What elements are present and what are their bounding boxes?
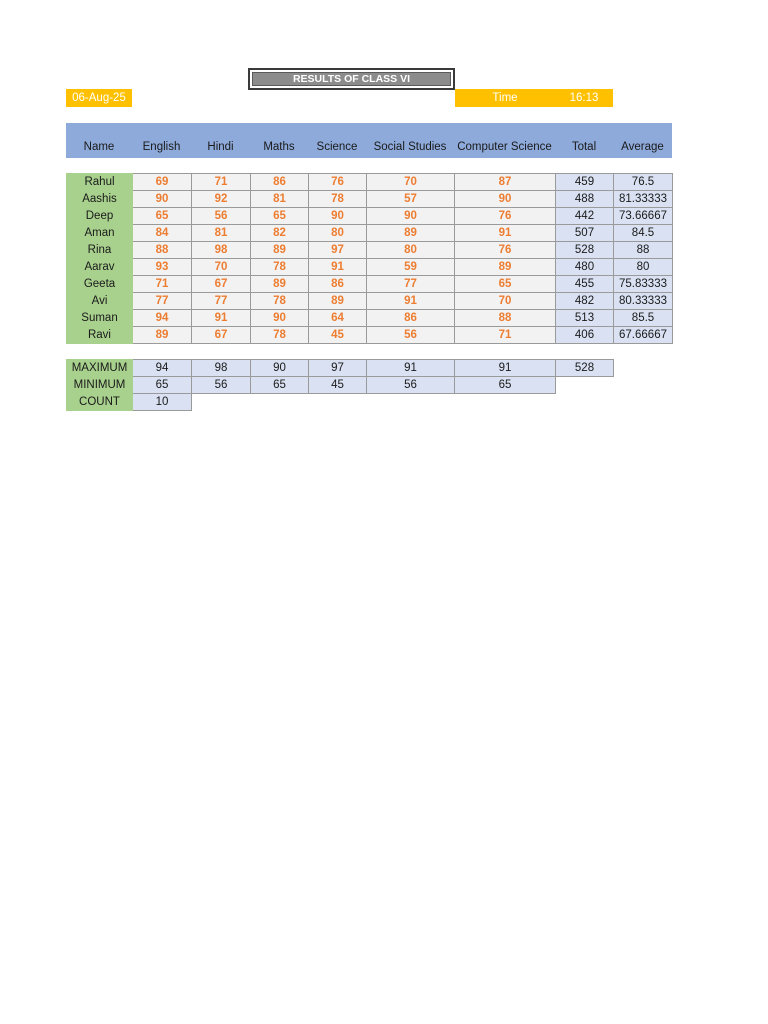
score-cell-hindi[interactable]: 67 xyxy=(192,276,251,293)
table-row xyxy=(67,293,673,310)
average-cell[interactable]: 81.33333 xyxy=(614,191,673,208)
score-cell-science[interactable]: 90 xyxy=(309,208,367,225)
score-cell-maths[interactable]: 86 xyxy=(251,174,309,191)
empty-cell xyxy=(556,394,614,411)
stats-table xyxy=(66,359,614,411)
time-value-cell[interactable]: 16:13 xyxy=(555,89,613,107)
student-name-cell[interactable]: Deep xyxy=(67,208,133,225)
average-cell[interactable]: 80 xyxy=(614,259,673,276)
score-cell-science[interactable]: 45 xyxy=(309,327,367,344)
student-name-cell[interactable]: Aashis xyxy=(67,191,133,208)
minimum-english[interactable]: 65 xyxy=(133,377,192,394)
score-cell-social-studies[interactable]: 86 xyxy=(367,310,455,327)
count-row xyxy=(67,394,614,411)
score-cell-maths[interactable]: 89 xyxy=(251,276,309,293)
student-name-cell[interactable]: Geeta xyxy=(67,276,133,293)
score-cell-english[interactable]: 89 xyxy=(133,327,192,344)
table-row xyxy=(67,276,673,293)
score-cell-hindi[interactable]: 92 xyxy=(192,191,251,208)
score-cell-maths[interactable]: 78 xyxy=(251,259,309,276)
maximum-total[interactable]: 528 xyxy=(556,360,614,377)
empty-cell xyxy=(192,394,251,411)
student-name-cell[interactable]: Rina xyxy=(67,242,133,259)
total-cell[interactable]: 507 xyxy=(556,225,614,242)
table-row xyxy=(67,242,673,259)
score-cell-hindi[interactable]: 81 xyxy=(192,225,251,242)
score-cell-science[interactable]: 80 xyxy=(309,225,367,242)
student-name-cell[interactable]: Suman xyxy=(67,310,133,327)
score-cell-computer-science[interactable]: 65 xyxy=(455,276,556,293)
score-cell-social-studies[interactable]: 89 xyxy=(367,225,455,242)
score-cell-english[interactable]: 94 xyxy=(133,310,192,327)
student-name-cell[interactable]: Rahul xyxy=(67,174,133,191)
score-cell-maths[interactable]: 78 xyxy=(251,293,309,310)
table-row xyxy=(67,310,673,327)
score-cell-english[interactable]: 93 xyxy=(133,259,192,276)
score-cell-social-studies[interactable]: 59 xyxy=(367,259,455,276)
score-cell-social-studies[interactable]: 77 xyxy=(367,276,455,293)
score-cell-computer-science[interactable]: 76 xyxy=(455,208,556,225)
total-cell[interactable]: 480 xyxy=(556,259,614,276)
minimum-computer-science[interactable]: 65 xyxy=(455,377,556,394)
table-row xyxy=(67,191,673,208)
column-header-english[interactable]: English xyxy=(142,141,181,153)
score-cell-science[interactable]: 89 xyxy=(309,293,367,310)
score-cell-maths[interactable]: 90 xyxy=(251,310,309,327)
score-cell-english[interactable]: 77 xyxy=(133,293,192,310)
total-cell[interactable]: 442 xyxy=(556,208,614,225)
sheet-title: RESULTS OF CLASS VI xyxy=(252,72,451,86)
average-cell[interactable]: 80.33333 xyxy=(614,293,673,310)
empty-cell xyxy=(556,377,614,394)
total-cell[interactable]: 513 xyxy=(556,310,614,327)
score-cell-computer-science[interactable]: 87 xyxy=(455,174,556,191)
minimum-hindi[interactable]: 56 xyxy=(192,377,251,394)
score-cell-hindi[interactable]: 91 xyxy=(192,310,251,327)
average-cell[interactable]: 73.66667 xyxy=(614,208,673,225)
maximum-science[interactable]: 97 xyxy=(309,360,367,377)
score-cell-english[interactable]: 84 xyxy=(133,225,192,242)
column-header-social-studies[interactable]: Social Studies xyxy=(373,141,447,153)
column-header-total[interactable]: Total xyxy=(571,141,597,153)
score-cell-computer-science[interactable]: 91 xyxy=(455,225,556,242)
score-cell-maths[interactable]: 82 xyxy=(251,225,309,242)
average-cell[interactable]: 76.5 xyxy=(614,174,673,191)
minimum-maths[interactable]: 65 xyxy=(251,377,309,394)
table-row xyxy=(67,174,673,191)
score-cell-english[interactable]: 88 xyxy=(133,242,192,259)
column-header-computer-science[interactable]: Computer Science xyxy=(457,141,552,153)
table-row xyxy=(67,327,673,344)
maximum-maths[interactable]: 90 xyxy=(251,360,309,377)
score-cell-science[interactable]: 91 xyxy=(309,259,367,276)
maximum-row xyxy=(67,360,614,377)
student-name-cell[interactable]: Aarav xyxy=(67,259,133,276)
student-name-cell[interactable]: Ravi xyxy=(67,327,133,344)
score-cell-maths[interactable]: 81 xyxy=(251,191,309,208)
score-cell-social-studies[interactable]: 80 xyxy=(367,242,455,259)
average-cell[interactable]: 84.5 xyxy=(614,225,673,242)
score-cell-hindi[interactable]: 70 xyxy=(192,259,251,276)
title-box xyxy=(248,68,455,90)
score-cell-english[interactable]: 90 xyxy=(133,191,192,208)
score-cell-computer-science[interactable]: 90 xyxy=(455,191,556,208)
score-cell-english[interactable]: 71 xyxy=(133,276,192,293)
column-header-average[interactable]: Average xyxy=(621,141,664,153)
empty-cell xyxy=(455,394,556,411)
column-header-maths[interactable]: Maths xyxy=(263,141,295,153)
results-table xyxy=(66,173,673,344)
score-cell-maths[interactable]: 78 xyxy=(251,327,309,344)
score-cell-social-studies[interactable]: 57 xyxy=(367,191,455,208)
total-cell[interactable]: 455 xyxy=(556,276,614,293)
score-cell-science[interactable]: 78 xyxy=(309,191,367,208)
maximum-label[interactable]: MAXIMUM xyxy=(67,360,133,377)
table-row xyxy=(67,208,673,225)
maximum-social-studies[interactable]: 91 xyxy=(367,360,455,377)
score-cell-hindi[interactable]: 56 xyxy=(192,208,251,225)
count-label[interactable]: COUNT xyxy=(67,394,133,411)
score-cell-computer-science[interactable]: 76 xyxy=(455,242,556,259)
score-cell-hindi[interactable]: 67 xyxy=(192,327,251,344)
minimum-row xyxy=(67,377,614,394)
minimum-label[interactable]: MINIMUM xyxy=(67,377,133,394)
maximum-computer-science[interactable]: 91 xyxy=(455,360,556,377)
total-cell[interactable]: 406 xyxy=(556,327,614,344)
column-header-hindi[interactable]: Hindi xyxy=(207,141,234,153)
total-cell[interactable]: 488 xyxy=(556,191,614,208)
empty-cell xyxy=(367,394,455,411)
results-body xyxy=(67,174,673,344)
score-cell-english[interactable]: 65 xyxy=(133,208,192,225)
average-cell[interactable]: 85.5 xyxy=(614,310,673,327)
student-name-cell[interactable]: Avi xyxy=(67,293,133,310)
student-name-cell[interactable]: Aman xyxy=(67,225,133,242)
maximum-hindi[interactable]: 98 xyxy=(192,360,251,377)
score-cell-science[interactable]: 97 xyxy=(309,242,367,259)
table-row xyxy=(67,259,673,276)
table-row xyxy=(67,225,673,242)
date-cell[interactable]: 06-Aug-25 xyxy=(66,89,132,107)
total-cell[interactable]: 482 xyxy=(556,293,614,310)
column-header-name[interactable]: Name xyxy=(83,141,115,153)
score-cell-maths[interactable]: 65 xyxy=(251,208,309,225)
score-cell-hindi[interactable]: 98 xyxy=(192,242,251,259)
average-cell[interactable]: 88 xyxy=(614,242,673,259)
score-cell-social-studies[interactable]: 56 xyxy=(367,327,455,344)
average-cell[interactable]: 75.83333 xyxy=(614,276,673,293)
score-cell-science[interactable]: 76 xyxy=(309,174,367,191)
count-value[interactable]: 10 xyxy=(133,394,192,411)
score-cell-computer-science[interactable]: 89 xyxy=(455,259,556,276)
empty-cell xyxy=(309,394,367,411)
score-cell-social-studies[interactable]: 90 xyxy=(367,208,455,225)
total-cell[interactable]: 459 xyxy=(556,174,614,191)
score-cell-computer-science[interactable]: 71 xyxy=(455,327,556,344)
score-cell-social-studies[interactable]: 70 xyxy=(367,174,455,191)
score-cell-science[interactable]: 86 xyxy=(309,276,367,293)
score-cell-hindi[interactable]: 71 xyxy=(192,174,251,191)
minimum-social-studies[interactable]: 56 xyxy=(367,377,455,394)
score-cell-hindi[interactable]: 77 xyxy=(192,293,251,310)
score-cell-science[interactable]: 64 xyxy=(309,310,367,327)
score-cell-social-studies[interactable]: 91 xyxy=(367,293,455,310)
maximum-english[interactable]: 94 xyxy=(133,360,192,377)
score-cell-computer-science[interactable]: 70 xyxy=(455,293,556,310)
minimum-science[interactable]: 45 xyxy=(309,377,367,394)
time-label-cell[interactable]: Time xyxy=(455,89,555,107)
score-cell-english[interactable]: 69 xyxy=(133,174,192,191)
average-cell[interactable]: 67.66667 xyxy=(614,327,673,344)
score-cell-maths[interactable]: 89 xyxy=(251,242,309,259)
empty-cell xyxy=(251,394,309,411)
total-cell[interactable]: 528 xyxy=(556,242,614,259)
column-header-science[interactable]: Science xyxy=(316,141,358,153)
score-cell-computer-science[interactable]: 88 xyxy=(455,310,556,327)
